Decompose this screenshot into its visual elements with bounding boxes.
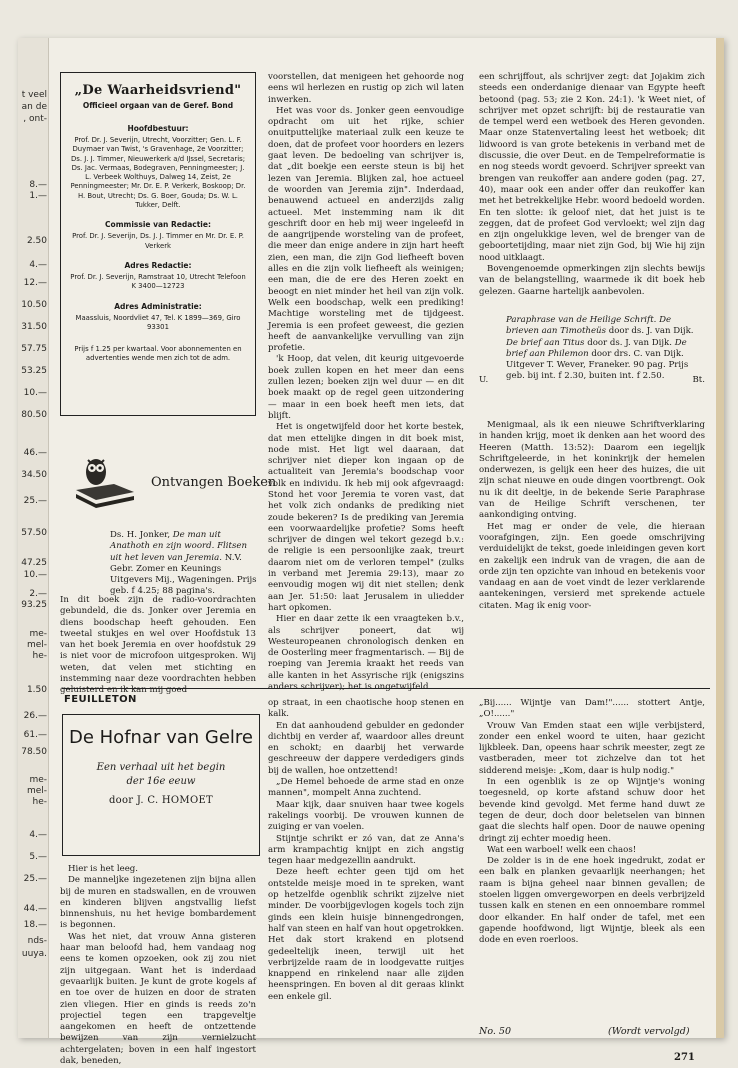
ontvangen-boeken-title: Ontvangen Boeken: [151, 475, 277, 490]
masthead-title: „De Waarheidsvriend": [74, 83, 242, 98]
margin-fragment: he-: [32, 651, 47, 661]
paragraph: „Bij...... Wijntje van Dam!"...... stottert Antje, „O!......": [479, 698, 705, 720]
paragraph: Hier is het leeg.: [68, 864, 139, 874]
previous-page-edge: [18, 38, 49, 1038]
margin-fragment: 57.75: [21, 344, 47, 354]
paragraph: Het is ongetwijfeld door het korte bestek, dat men ettelijke dingen in dit boek mist, node mist. Het ligt wel daaraan, dat schrijver niet dieper kon ingaan op de actualiteit van Jeremia's boodschap voor volk en individu. Ik heb mij ook afgevraagd: Stond het voor Jeremia te voren vast, dat het volk zich ondanks de prediking niet zoude bekeren? Is de prediking van Jeremia een voorwaardelijke profetie? Soms heeft schrijver de dingen wel tekort gezegd b.v.: de religie is een persoonlijke zaak, treurt daarom niet om de verloren tempel" (zulks in verband met Jeremia 29:13), maar zo eenvoudig mogen wij dit niet stellen; denk aan Jer. 51:50: laat Jerusalem in uliedder hart opkomen.: [268, 422, 464, 613]
margin-fragment: 46.—: [23, 448, 47, 458]
paragraph: De manneljke ingezetenen zijn bijna allen bij de muren en stadswallen, en de vrouwen en kinderen blijven angstvallig liefst binnenshuis, nu het hevige bombardement is begonnen.: [60, 875, 256, 931]
paragraph: Deze heeft echter geen tijd om het ontstelde meisje moed in te spreken, want op hetzelfde ogenblik schrikt zijzelve niet minder. De voorbijgevlogen kogels toch zijn ginds een klein huisje binnengedrongen, half van steen en half van hout opgetrokken. Het dak stort krakend en plotsend gedeeltelijk ineen, terwijl uit het verbrijzelde raam de in loodgevatte ruitjes knappend en rinkelend naar alle zijden heenspringen. En boven al dit geraas klinkt een enkele gil.: [268, 867, 464, 1002]
margin-fragment: 10.—: [23, 388, 47, 398]
margin-fragment: 80.50: [21, 410, 47, 420]
margin-fragment: me-: [29, 629, 47, 639]
paragraph: Het was voor ds. Jonker geen eenvoudige opdracht om uit het rijke, schier onuitputtelijke materiaal zulk een keuze te doen, dat de profeet voor hoorders en lezers gaat leven. De bedoeling van schrijver is, dat „dit boekje een eerste steun is bij het lezen van Jeremia. Blijken zal, hoe actueel de woorden van Jeremia zijn". Inderdaad, benauwend actueel en anderzijds zalig actueel. Met instemming nam ik dit geschrift door en heb mij weer ingeleefd in de aangrijpende worsteling van de profeet, die meer dan enige andere in zijn hart heeft zien, een man, die zijn God liefheeft boven alles en die zijn volk liefheeft als weinigen; een man, die de ere des Heren zoekt en beoogt en niet minder het heil van zijn volk. Welk een boodschap, welk een prediking! Machtige worsteling met de tijdgeest. Jeremia is een profeet geweest, die gezien heeft de aanvankelijke vervulling van zijn profetie.: [268, 105, 464, 354]
margin-fragment: , ont-: [23, 114, 47, 124]
feuilleton-author: door J. C. HOMOET: [108, 795, 214, 806]
signoff-initial: U.: [479, 375, 489, 385]
margin-fragment: 4.—: [29, 830, 47, 840]
commissie-text: Prof. Dr. J. Severijn, Ds. J. J. Timmer en Mr. Dr. E. P. Verkerk: [72, 232, 244, 250]
redactie-heading: Adres Redactie:: [124, 260, 192, 270]
paragraph: Wat een warboel! welk een chaos!: [487, 844, 637, 855]
continued-note: (Wordt vervolgd): [608, 1026, 690, 1037]
page-number: 271: [674, 1052, 695, 1063]
margin-fragment: uuya.: [21, 949, 47, 959]
book-author: door ds. J. van Dijk.: [606, 326, 694, 337]
feuilleton-title-box: [62, 714, 260, 856]
prijs-text: Prijs f 1.25 per kwartaal. Voor abonnementen en advertenties wende men zich tot de adm.: [74, 345, 242, 363]
feuilleton-column-2: [268, 698, 464, 1003]
margin-fragment: 2.—: [29, 589, 47, 599]
feuilleton-column-3: [479, 698, 705, 947]
margin-fragment: 5.—: [29, 852, 47, 862]
review-column-1: [60, 595, 256, 697]
paragraph: In een ogenblik is ze op Wijntje's woning toegesneld, op korte afstand schuw door het bevende kind gevolgd. Met ferme hand duwt ze tegen de deur, doch door beletselen van binnen gaat die slechts half open. Door de nauwe opening dringt zij echter moedig heen.: [479, 777, 705, 844]
review-column-3b: [479, 420, 705, 612]
paragraph: Stijntje schrikt er zó van, dat ze Anna's arm krampachtig knijpt en zich angstig tegen haar medgezellin aandrukt.: [268, 833, 464, 867]
review-column-2: [268, 72, 464, 693]
book-title: De man uit Anathoth en zijn woord. Flitsen uit het leven van Jeremia.: [110, 530, 248, 563]
book-title: De brief aan Titus: [506, 337, 585, 348]
paragraph: Bovengenoemde opmerkingen zijn slechts bewijs van de belangstelling, waarmede ik dit boek heb gelezen. Gaarne hartelijk aanbevolen.: [479, 264, 705, 297]
paragraph: De zolder is in de ene hoek ingedrukt, zodat er een balk en planken gevaarlijk neerhangen; het raam is bijna geheel naar binnen gevallen; de stoelen liggen omvergeworpen en deels verbrijzeld tussen kalk en stenen en een onnoembare rommel door elkander. En half onder de tafel, met een gapende hoofdwond, ligt Wijntje, bleek als een dode en even roerloos.: [479, 856, 705, 946]
feuilleton-subtitle: Een verhaal uit het begin: [96, 762, 226, 773]
margin-fragment: 4.—: [29, 260, 47, 270]
review-column-3: [479, 72, 705, 298]
book-publisher: N.V. Gebr. Zomer en Keunings Uitgevers Mij., Wageningen. Prijs geb. f 4.25; 88 pagina's.: [110, 552, 257, 597]
margin-fragment: 47.25: [21, 558, 47, 568]
paragraph: Menigmaal, als ik een nieuwe Schriftverklaring in handen krijg, moet ik denken aan het woord des Heeren (Matth. 13:52): Daarom een iegelijk Schriftgeleerde, in het koninkrijk der hemelen onderwezen, is gelijk een heer des huizes, die uit zijn schat nieuwe en oude dingen voortbrengt. Ook nu ik dit deeltje, in de bekende Serie Paraphrase van de Heilige Schrift verschenen, ter aankondiging ontving.: [479, 420, 705, 521]
masthead-box: [60, 72, 256, 416]
book-author: Ds. H. Jonker,: [110, 530, 173, 540]
book-entry-paraphrase: [506, 315, 702, 383]
margin-fragment: mel-: [26, 640, 47, 650]
paragraph: Het mag er onder de vele, die hieraan voorafgingen, zijn. Een goede omschrijving verduidelijkt de tekst, goede inleidingen geven kort en zakelijk een indruk van de vragen, die aan de orde zijn ten opzichte van inhoud en betekenis voor vandaag en aan de voet vindt de lezer verklarende aantekeningen, versierd met sprekende actuele citaten. Mag ik enig voor-: [479, 521, 705, 611]
margin-fragment: 53.25: [21, 366, 47, 376]
book-entry-jonker: [110, 530, 260, 598]
book-publisher: door drs. C. van Dijk. Uitgever T. Wever, Franeker. 90 pag. Prijs geb. bij int. f 2.30, buiten int. f 2.50.: [506, 348, 689, 382]
book-title: De brief aan Philemon: [506, 337, 687, 359]
redactie-text: Prof. Dr. J. Severijn, Ramstraat 10, Utrecht Telefoon K 3400—12723: [70, 272, 246, 291]
margin-fragment: 25.—: [23, 496, 47, 506]
paragraph: Was het niet, dat vrouw Anna gisteren haar man beloofd had, hem vandaag nog eens te komen opzoeken, ook zij zou niet zijn uitgegaan. Want het is inderdaad gevaarlijk buiten. Je kunt de grote kogels af en toe over de huizen en door de straten zien vliegen. Hier en ginds is reeds zo'n projectiel tegen een trapgeveltje aangekomen en heeft de ontzettende bewijzen van zijn vernielzucht achtergelaten; boven in een half ingestort dak, beneden,: [60, 931, 256, 1067]
administratie-heading: Adres Administratie:: [114, 301, 202, 311]
margin-fragment: 10.50: [21, 300, 47, 310]
feuilleton-title: De Hofnar van Gelre: [68, 727, 254, 748]
paragraph: „De Hemel behoede de arme stad en onze mannen", mompelt Anna zuchtend.: [268, 777, 464, 799]
paragraph: op straat, in een chaotische hoop stenen en kalk.: [268, 698, 464, 720]
margin-fragment: 25.—: [23, 874, 47, 884]
margin-fragment: 78.50: [21, 747, 47, 757]
margin-fragment: 18.—: [23, 920, 47, 930]
margin-fragment: an de: [21, 102, 47, 112]
paragraph: In dit boek zijn de radio-voordrachten gebundeld, die ds. Jonker over Jeremia en diens boodschap heeft gehouden. Een tweetal stukjes en wel over Hoofdstuk 13 van het boek Jeremia en over hoofdstuk 29 is niet voor de microfoon uitgesproken. Wij weten, dat velen met stichting en instemming naar deze voordrachten hebben geluisterd en ik kan mij goed: [60, 595, 256, 696]
paragraph: een schrijffout, als schrijver zegt: dat Jojakim zich steeds een onderdanige dienaar van Egypte heeft betoond (pag. 53; zie 2 Kon. 24:1). 'k Weet niet, of schrijver met opzet schrijft: bij de restauratie van de tempel werd een wetboek des Heren gevonden. Maar onze Statenvertaling leest het wetboek; dit lidwoord is van grote betekenis in verband met de discussie, die over Deut. en de Tempelreformatie is en nog steeds wordt gevoerd. Schrijver spreekt van brengen van reukoffer aan andere goden (pag. 27, 40), maar ook een ander offer dan reukoffer kan met het betrekkelijke Hebr. woord bedoeld worden. En ten slotte: ik geloof niet, dat het juist is te zeggen, dat de profeet God vervloekt; wel zijn dag en zijn ongelukkige leven, wel de brenger van de geboortetijding, maar niet zijn God, bij Wie hij zijn nood uitklaagt.: [479, 72, 705, 263]
book-title: Paraphrase van de Heilige Schrift. De brieven aan Timotheüs: [506, 315, 672, 337]
margin-fragment: mel-: [26, 786, 47, 796]
margin-fragment: 93.25: [21, 600, 47, 610]
margin-fragment: 12.—: [23, 278, 47, 288]
paragraph: Hier en daar zette ik een vraagteken b.v., als schrijver poneert, dat wij Westeuropeanen chronologisch denken en de Oosterling meer fragmentarisch. — Bij de roeping van Jeremia kraakt het reeds van alle kanten in het Assyrische rijk (enigszins anders schrijver); het is ongetwijfeld: [268, 614, 464, 693]
book-author: door ds. J. van Dijk.: [584, 337, 675, 348]
section-divider: [62, 688, 710, 689]
margin-fragment: 61.—: [23, 730, 47, 740]
margin-fragment: 26.—: [23, 711, 47, 721]
commissie-heading: Commissie van Redactie:: [105, 220, 211, 230]
paragraph: voorstellen, dat menigeen het gehoorde nog eens wil herlezen en rustig op zich wil laten inwerken.: [268, 72, 464, 105]
margin-fragment: 34.50: [21, 470, 47, 480]
paragraph: 'k Hoop, dat velen, dit keurig uitgevoerde boek zullen kopen en het meer dan eens zullen lezen; boeken zijn wel duur — en dit boek maakt op de regel geen uitzondering — maar in een boek heeft men iets, dat blijft.: [268, 354, 464, 421]
margin-fragment: 1.50: [26, 685, 47, 695]
margin-fragment: 1.—: [29, 191, 47, 201]
paragraph: Maar kijk, daar snuiven haar twee kogels rakelings voorbij. De vrouwen kunnen de zuiging er van voelen.: [268, 799, 464, 833]
margin-fragment: nds-: [27, 936, 47, 946]
masthead-subtitle: Officieel orgaan van de Geref. Bond: [82, 101, 234, 110]
feuilleton-column-1: [60, 864, 256, 1067]
margin-fragment: he-: [32, 797, 47, 807]
hoofdbestuur-heading: Hoofdbestuur:: [127, 124, 189, 133]
margin-fragment: 57.50: [21, 528, 47, 538]
feuilleton-subtitle: der 16e eeuw: [126, 776, 196, 787]
newspaper-page: [18, 38, 724, 1067]
issue-number: No. 50: [479, 1026, 511, 1037]
margin-fragment: me-: [29, 775, 47, 785]
margin-fragment: 31.50: [21, 322, 47, 332]
margin-fragment: 8.—: [29, 180, 47, 190]
margin-fragment: t veel: [21, 90, 47, 100]
paragraph: En dat aanhoudend gebulder en gedonder dichtbij en verder af, waardoor alles dreunt en schokt; en daarbij het verwarde geschreeuw der dappere verdedigers ginds bij de wallen, hoe ontzettend!: [268, 720, 464, 776]
feuilleton-label: FEUILLETON: [64, 694, 137, 705]
margin-fragment: 10.—: [23, 570, 47, 580]
signoff-initials: Bt.: [692, 375, 705, 385]
hoofdbestuur-text: Prof. Dr. J. Severijn, Utrecht, Voorzitter; Gen. L. F. Duymaer van Twist, 's Gravenhage, 2e Voorzitter; Ds. J. J. Timmer, Nieuwerkerk a/d IJssel, Secretaris; Ds. Jac. Vermaas, Bodegraven, Penningmeester; J. L. Verbeek Wolthuys, Dalweg 14, Zeist, 2e Penningmeester; Mr. Dr. E. P. Verkerk, Boskoop; Dr. H. Bout, Utrecht; Ds. G. Boer, Gouda; Ds. W. L. Tukker, Delft.: [70, 136, 246, 210]
administratie-text: Maassluis, Noordvliet 47, Tel. K 1899—369, Giro 93301: [75, 313, 241, 331]
margin-fragment: 2.50: [26, 236, 47, 246]
paragraph: Vrouw Van Emden staat een wijle verbijsterd, zonder een enkel woord te uiten, haar gezicht lijkbleek. Dan, opeens haar schrik meester, zegt ze vastberaden, meer tot zichzelve dan tot het sidderend meisje: „Kom, daar is hulp nodig.": [479, 720, 705, 776]
page-edge: [716, 38, 724, 1038]
margin-fragment: 44.—: [23, 904, 47, 914]
owl-on-books-icon: [74, 450, 140, 516]
